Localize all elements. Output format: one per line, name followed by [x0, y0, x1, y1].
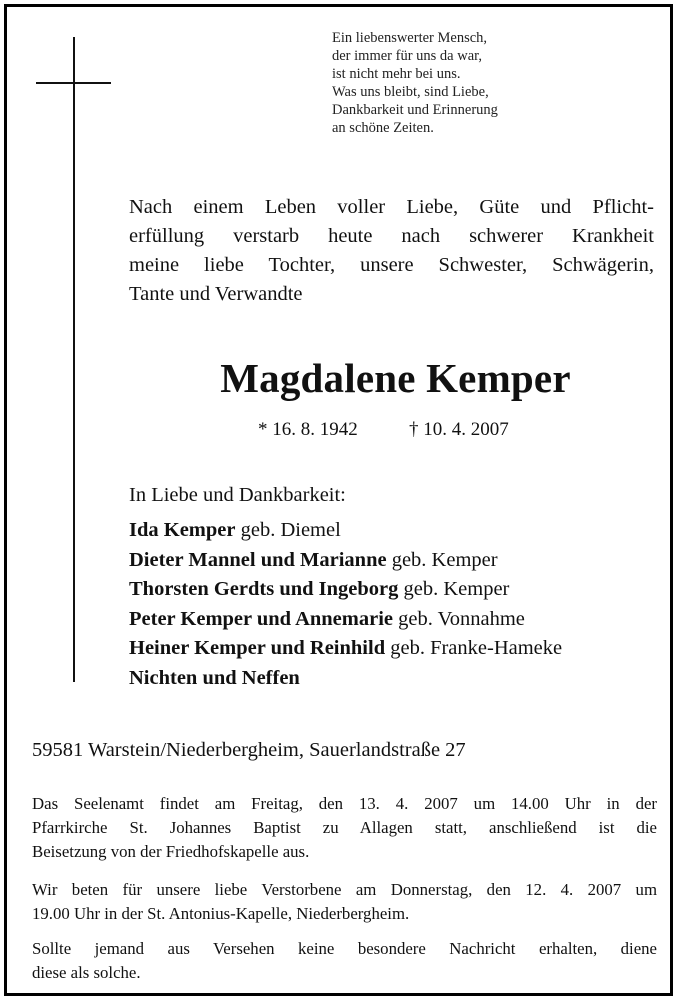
mourner-entry [129, 605, 562, 635]
intro-line: meine liebe Tochter, unsere Schwester, Schwägerin, [129, 254, 654, 276]
cross-icon-crossbar [36, 82, 111, 84]
mourner-note: geb. Kemper [386, 548, 498, 571]
mourner-note: geb. Kemper [398, 578, 510, 600]
mourner-name: Ida Kemper [129, 519, 236, 541]
quote-line: Dankbarkeit und Erinnerung [332, 102, 498, 118]
mourner-entry [129, 546, 562, 576]
mourners-list [129, 516, 562, 693]
paragraph-line: Beisetzung von der Friedhofskapelle aus. [32, 842, 310, 861]
intro-line: Nach einem Leben voller Liebe, Güte und Pflicht- [129, 196, 654, 218]
quote-line: an schöne Zeiten. [332, 120, 434, 136]
intro-line: erfüllung verstarb heute nach schwerer Krankheit [129, 225, 654, 247]
quote-line: Was uns bleibt, sind Liebe, [332, 84, 489, 100]
mourners-heading: In Liebe und Dankbarkeit: [129, 484, 346, 506]
death-date: † 10. 4. 2007 [409, 419, 509, 440]
birth-date: * 16. 8. 1942 [258, 419, 358, 440]
family-address: 59581 Warstein/Niederbergheim, Sauerlandstraße 27 [32, 739, 466, 761]
obituary-notice [4, 4, 673, 996]
paragraph-line: Pfarrkirche St. Johannes Baptist zu Allagen statt, anschließend ist die [32, 818, 657, 837]
mourner-entry [129, 575, 562, 605]
mourner-note: geb. Franke-Hameke [385, 637, 563, 659]
mourner-entry [129, 516, 562, 546]
paragraph-line: 19.00 Uhr in der St. Antonius-Kapelle, Niederbergheim. [32, 904, 410, 923]
paragraph-line: Sollte jemand aus Versehen keine besondere Nachricht erhalten, diene [32, 939, 657, 958]
mourner-entry [129, 634, 562, 664]
intro-line: Tante und Verwandte [129, 283, 303, 305]
quote-line: Ein liebenswerter Mensch, [332, 30, 488, 46]
mourner-name: Heiner Kemper und Reinhild [129, 637, 386, 659]
mourner-entry [129, 664, 562, 694]
paragraph-line: Wir beten für unsere liebe Verstorbene am Donnerstag, den 12. 4. 2007 um [32, 880, 657, 899]
mourner-name: Peter Kemper und Annemarie [129, 607, 393, 630]
prayer-paragraph [32, 878, 657, 926]
paragraph-line: Das Seelenamt findet am Freitag, den 13. 4. 2007 um 14.00 Uhr in der [32, 794, 657, 813]
intro-text [129, 193, 654, 309]
paragraph-line: diese als solche. [32, 963, 141, 982]
mourner-name: Dieter Mannel und Marianne [129, 548, 387, 571]
funeral-mass-paragraph [32, 792, 657, 864]
mourner-note: geb. Vonnahme [393, 607, 525, 630]
memorial-quote [332, 29, 652, 137]
quote-line: der immer für uns da war, [332, 48, 483, 64]
deceased-name: Magdalene Kemper [220, 355, 571, 401]
mourner-note: geb. Diemel [235, 519, 341, 541]
mourner-name: Nichten und Neffen [129, 666, 300, 689]
quote-line: ist nicht mehr bei uns. [332, 66, 461, 82]
notice-paragraph [32, 937, 657, 985]
mourner-name: Thorsten Gerdts und Ingeborg [129, 578, 399, 600]
